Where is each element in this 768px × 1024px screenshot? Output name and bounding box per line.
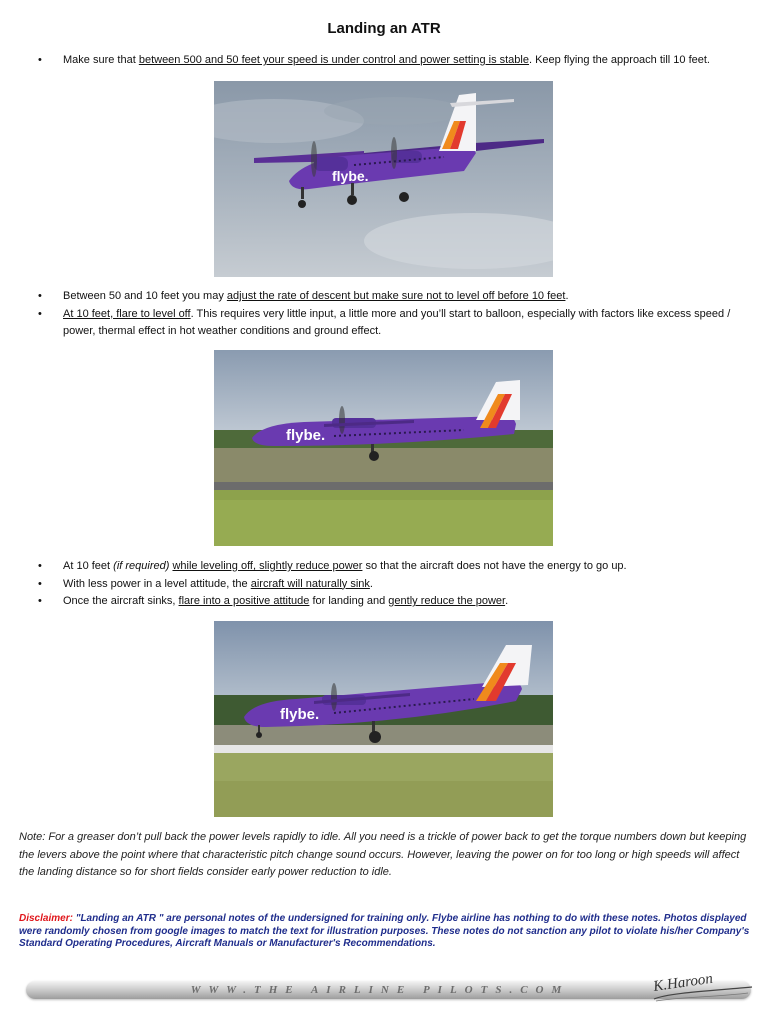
note-paragraph: Note: For a greaser don’t pull back the power levels rapidly to idle. All you need is a trickle of power back to get the torque numbers down but keeping the levers above the point where that characteristic pitch change sound occurs. However, leaving the power on for too long or high speeds will affect the landing distance so for short fields consider early power reduction to idle. — [19, 831, 747, 878]
bullet-text: . — [565, 290, 569, 302]
bullet-text: Once the aircraft sinks, — [63, 595, 179, 607]
bullet-text-underlined: flare into a positive attitude — [178, 595, 310, 607]
bullet-text: for landing and — [309, 595, 389, 607]
bullet-flare-level-off — [38, 306, 754, 341]
bullet-text: Between 50 and 10 feet you may — [63, 290, 227, 302]
disclaimer-label: Disclaimer: — [19, 913, 73, 924]
bullet-text-underlined: between 500 and 50 feet your speed is under control and power setting is stable — [138, 54, 529, 66]
livery-logo: flybe. — [280, 706, 320, 723]
bullet-text-italic: (if required) — [113, 560, 170, 572]
bullet-text: so that the aircraft does not have the energy to go up. — [362, 560, 627, 572]
bullet-list-touchdown — [38, 558, 754, 611]
bullet-text: . Keep flying the approach till 10 feet. — [528, 54, 710, 66]
bullet-text-underlined: aircraft will naturally sink — [250, 577, 370, 590]
bullet-list-flare — [38, 288, 754, 341]
signature-text: K.Haroon — [652, 971, 714, 995]
bullet-text: Make sure that — [63, 54, 139, 66]
bullet-marker: • — [38, 595, 42, 607]
bullet-speed-control — [38, 52, 754, 70]
disclaimer-text: "Landing an ATR " are personal notes of the undersigned for training only. Flybe airline has nothing to do with these notes. Photos displayed were randomly chosen from google images to match the text for illustration purposes. These notes do not sanction any pilot to violate his/her Company's Standard Operating Procedures, Aircraft Manuals or Manufacturer's Recommendations. — [19, 913, 750, 949]
bullet-text-underlined: while leveling off, slightly reduce power — [172, 560, 363, 572]
bullet-list-approach — [38, 52, 754, 70]
bullet-marker: • — [38, 307, 42, 320]
bullet-rate-of-descent — [38, 288, 754, 306]
livery-logo: flybe. — [332, 168, 369, 184]
bullet-text-underlined: adjust the rate of descent but make sure not to level off before 10 feet — [226, 290, 566, 302]
photo-touchdown — [214, 621, 553, 817]
bullet-text: . — [369, 577, 373, 590]
bullet-marker: • — [38, 54, 42, 66]
bullet-text-underlined: gently reduce the power — [388, 595, 506, 607]
livery-logo: flybe. — [286, 427, 326, 444]
signature-logo — [648, 971, 758, 1005]
photo-approach — [214, 81, 553, 277]
bullet-text-underlined: At 10 feet, flare to level off — [63, 307, 191, 320]
bullet-marker: • — [38, 577, 42, 590]
bullet-text: . This requires very little input, a little more and you’ll start to balloon, especially with factors like excess speed / power, thermal effect in hot weather conditions and ground effect. — [63, 307, 731, 337]
footer-website-url[interactable]: WWW.THE AIRLINE PILOTS.COM — [190, 984, 570, 996]
bullet-reduce-power — [38, 558, 754, 576]
bullet-text: At 10 feet — [63, 560, 114, 572]
photo-level-off — [214, 350, 553, 546]
disclaimer-paragraph — [19, 913, 752, 951]
bullet-flare-positive-attitude — [38, 593, 754, 611]
bullet-aircraft-sink — [38, 576, 754, 594]
bullet-marker: • — [38, 290, 42, 302]
bullet-text: With less power in a level attitude, the — [63, 577, 251, 590]
bullet-marker: • — [38, 560, 42, 572]
bullet-text: . — [505, 595, 509, 607]
page-title: Landing an ATR — [327, 20, 441, 37]
